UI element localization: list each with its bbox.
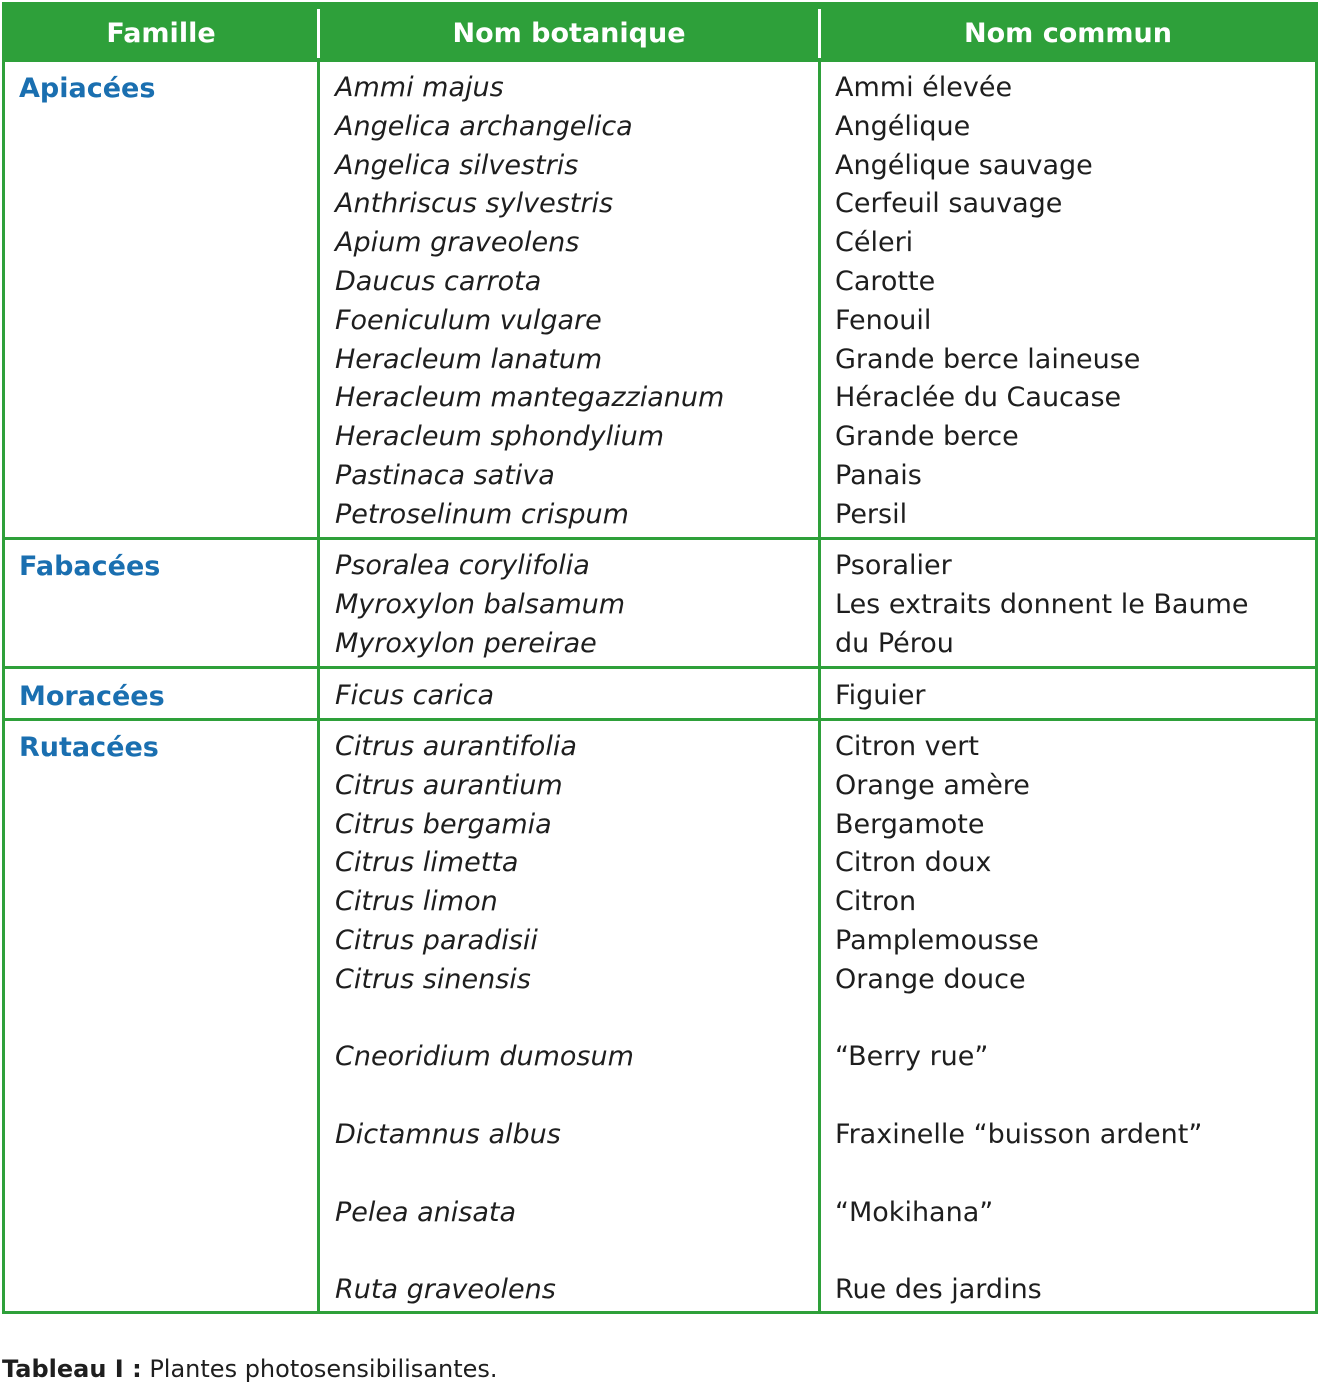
botanical-name: Foeniculum vulgare (335, 304, 602, 336)
common-name: Bergamote (835, 808, 985, 840)
common-list-rutacees (835, 728, 1202, 1310)
spacer (335, 1000, 634, 1039)
common-name: Persil (835, 498, 908, 530)
family-moracees: Moracées (19, 681, 165, 712)
botanical-name: Myroxylon pereirae (335, 627, 597, 659)
spacer (335, 1232, 634, 1271)
common-name: Fenouil (835, 304, 932, 336)
botanical-name: Pelea anisata (335, 1196, 517, 1228)
botanical-name: Citrus sinensis (335, 963, 531, 995)
botanical-name: Apium graveolens (335, 227, 580, 259)
row-divider (5, 666, 1315, 669)
family-fabacees: Fabacées (19, 551, 161, 582)
caption-label: Tableau I : (2, 1355, 142, 1383)
column-divider (317, 62, 320, 1314)
botanical-name: Dictamnus albus (335, 1118, 561, 1150)
botanical-name: Citrus paradisii (335, 924, 538, 956)
botanical-name: Heracleum lanatum (335, 343, 603, 375)
common-name: Céleri (835, 227, 914, 259)
spacer (835, 1077, 1202, 1116)
botanical-name: Petroselinum crispum (335, 498, 629, 530)
header-divider (317, 9, 320, 58)
botanical-name: Anthriscus sylvestris (335, 188, 614, 220)
common-name: Angélique (835, 110, 971, 142)
common-name: Cerfeuil sauvage (835, 188, 1063, 220)
common-list-moracees (835, 677, 926, 716)
common-name: Carotte (835, 265, 936, 297)
common-list-fabacees (835, 547, 1248, 663)
common-name: Héraclée du Caucase (835, 382, 1122, 414)
common-name: Angélique sauvage (835, 149, 1093, 181)
botanical-name: Angelica archangelica (335, 110, 633, 142)
header-famille: Famille (106, 18, 216, 49)
header-divider (818, 9, 821, 58)
common-name: Ammi élevée (835, 72, 1013, 103)
family-apiacees: Apiacées (19, 73, 156, 104)
common-name: Panais (835, 459, 922, 491)
common-name: Orange douce (835, 963, 1026, 995)
botanical-name: Ficus carica (335, 680, 495, 711)
botanical-name: Myroxylon balsamum (335, 588, 626, 620)
common-name: Fraxinelle “buisson ardent” (835, 1118, 1203, 1150)
column-divider (818, 62, 821, 1314)
botanical-name: Pastinaca sativa (335, 459, 555, 491)
caption-text: Plantes photosensibilisantes. (149, 1355, 498, 1383)
common-name: Pamplemousse (835, 924, 1039, 956)
common-name: “Berry rue” (835, 1041, 989, 1073)
spacer (835, 1000, 1202, 1039)
botanical-name: Daucus carrota (335, 265, 542, 297)
spacer (835, 1155, 1202, 1194)
botanical-name: Psoralea corylifolia (335, 550, 590, 581)
common-name: Psoralier (835, 550, 952, 581)
botanical-name: Citrus limetta (335, 847, 519, 879)
common-name: Citron vert (835, 731, 979, 762)
plants-table (2, 2, 1318, 1314)
common-name: Les extraits donnent le Baume (835, 588, 1249, 620)
common-name: Rue des jardins (835, 1274, 1042, 1306)
family-rutacees: Rutacées (19, 732, 159, 763)
botanical-list-fabacees (335, 547, 625, 663)
spacer (835, 1232, 1202, 1271)
botanical-name: Ammi majus (335, 72, 504, 103)
common-name: du Pérou (835, 627, 954, 659)
botanical-name: Citrus limon (335, 886, 498, 918)
botanical-list-rutacees (335, 728, 634, 1310)
common-name: Grande berce (835, 421, 1019, 453)
table-caption (2, 1352, 498, 1386)
common-name: Grande berce laineuse (835, 343, 1141, 375)
header-nom-botanique: Nom botanique (452, 18, 686, 49)
spacer (335, 1077, 634, 1116)
botanical-name: Citrus bergamia (335, 808, 552, 840)
botanical-list-apiacees (335, 69, 724, 535)
botanical-name: Heracleum mantegazzianum (335, 382, 725, 414)
botanical-name: Ruta graveolens (335, 1274, 556, 1306)
botanical-list-moracees (335, 677, 494, 716)
common-name: “Mokihana” (835, 1196, 994, 1228)
botanical-name: Citrus aurantium (335, 769, 563, 801)
common-name: Figuier (835, 680, 926, 711)
header-nom-commun: Nom commun (964, 18, 1172, 49)
common-name: Citron doux (835, 847, 992, 879)
table-header (5, 5, 1315, 62)
common-name: Citron (835, 886, 917, 918)
botanical-name: Angelica silvestris (335, 149, 579, 181)
spacer (335, 1155, 634, 1194)
botanical-name: Cneoridium dumosum (335, 1041, 634, 1073)
common-name: Orange amère (835, 769, 1030, 801)
botanical-name: Citrus aurantifolia (335, 731, 577, 762)
common-list-apiacees (835, 69, 1140, 535)
botanical-name: Heracleum sphondylium (335, 421, 664, 453)
row-divider (5, 718, 1315, 721)
row-divider (5, 537, 1315, 540)
